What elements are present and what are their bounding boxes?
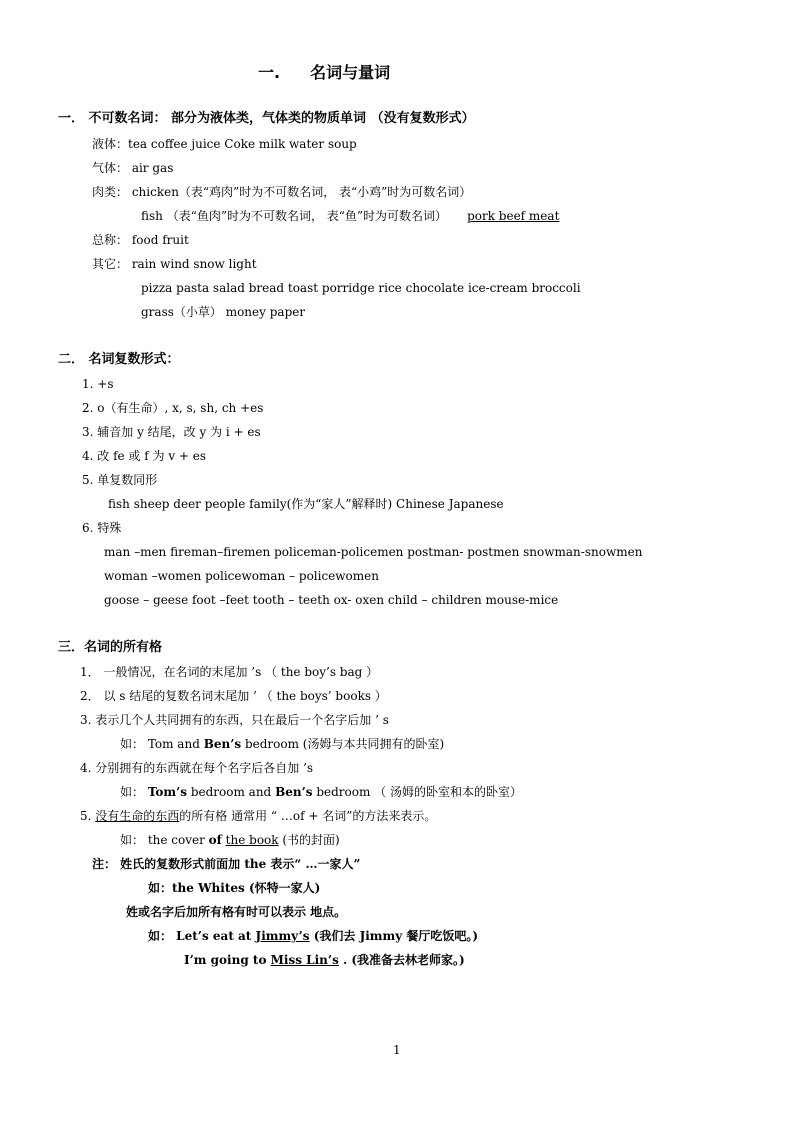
- section-3-heading: 三．名词的所有格: [58, 640, 163, 655]
- example-prefix: 如： the cover: [120, 833, 209, 847]
- plural-rule-6: 6. 特殊: [82, 521, 122, 535]
- other-line-2: pizza pasta salad bread toast porridge rice chocolate ice-cream broccoli: [141, 281, 581, 295]
- plural-rule-5-examples: fish sheep deer people family(作为“家人”解释时) Chinese Japanese: [108, 497, 504, 511]
- example-suffix: . (我准备去林老师家。): [338, 953, 465, 967]
- plural-rule-2: 2. o（有生命）, x, s, sh, ch +es: [82, 401, 264, 415]
- general-line: 总称： food fruit: [92, 233, 189, 247]
- rule-text: 的所有格 通常用 “ …of + 名词”的方法来表示。: [179, 809, 437, 823]
- example-bold-name-2: Ben’s: [275, 785, 313, 799]
- example-bold-name-1: Tom’s: [147, 785, 188, 799]
- example-suffix: bedroom (汤姆与本共同拥有的卧室): [241, 737, 445, 751]
- section-2-heading: 二． 名词复数形式：: [58, 352, 180, 367]
- special-plurals-2: woman –women policewoman – policewomen: [104, 569, 379, 583]
- example-bold-name: Ben’s: [203, 737, 242, 751]
- other-line-1: 其它： rain wind snow light: [92, 257, 257, 271]
- example-suffix: (我们去 Jimmy 餐厅吃饭吧。): [309, 929, 479, 943]
- note-1: 注： 姓氏的复数形式前面加 the 表示“ …一家人”: [92, 857, 361, 871]
- possessive-rule-3-example: [120, 736, 444, 752]
- special-plurals-3: goose – geese foot –feet tooth – teeth ox- oxen child – children mouse-mice: [104, 593, 559, 607]
- meat-words: pork beef meat: [467, 209, 560, 223]
- other-line-3: grass（小草） money paper: [141, 305, 306, 319]
- meat-line-2: [141, 208, 559, 224]
- liquid-line: 液体：tea coffee juice Coke milk water soup: [92, 137, 357, 151]
- possessive-rule-3: 3. 表示几个人共同拥有的东西，只在最后一个名字后加 ’ s: [80, 713, 389, 727]
- example-of: of: [208, 833, 222, 847]
- title-number: 一.: [258, 63, 281, 82]
- possessive-rule-5-example: [120, 832, 340, 848]
- possessive-rule-1: 1． 一般情况，在名词的末尾加 ’s （ the boy’s bag ）: [80, 665, 379, 679]
- note-2: 姓或名字后加所有格有时可以表示 地点。: [126, 905, 347, 919]
- document-title: [258, 60, 390, 83]
- section-1-heading: 一． 不可数名词： 部分为液体类，气体类的物质单词 （没有复数形式）: [58, 111, 475, 126]
- plural-rule-1: 1. +s: [82, 377, 114, 391]
- note-2-example: [148, 928, 478, 944]
- example-prefix: 如： Tom and: [120, 737, 204, 751]
- possessive-rule-4-example: [120, 784, 522, 800]
- example-prefix: 如： Let’s eat at: [148, 929, 256, 943]
- example-suffix: bedroom （ 汤姆的卧室和本的卧室）: [312, 785, 522, 799]
- plural-rule-3: 3. 辅音加 y 结尾，改 y 为 i + es: [82, 425, 261, 439]
- example-suffix: (书的封面): [278, 833, 340, 847]
- fish-note: fish （表“鱼肉”时为不可数名词， 表“鱼”时为可数名词）: [141, 209, 448, 223]
- example-prefix: I’m going to: [184, 953, 271, 967]
- meat-line-1: 肉类： chicken（表“鸡肉”时为不可数名词， 表“小鸡”时为可数名词）: [92, 185, 472, 199]
- possessive-rule-5: [80, 808, 436, 824]
- plural-rule-5: 5. 单复数同形: [82, 473, 158, 487]
- example-underlined: Miss Lin’s: [270, 953, 339, 967]
- note-3-example: [184, 952, 465, 968]
- title-text: 名词与量词: [310, 63, 391, 82]
- underlined-phrase: 没有生命的东西: [95, 809, 180, 823]
- possessive-rule-2: 2． 以 s 结尾的复数名词末尾加 ’ （ the boys’ books ）: [80, 689, 387, 703]
- special-plurals-1: man –men fireman–firemen policeman-policemen postman- postmen snowman-snowmen: [104, 545, 643, 559]
- example-underlined: the book: [225, 833, 279, 847]
- rule-number: 5.: [80, 809, 96, 823]
- possessive-rule-4: 4. 分别拥有的东西就在每个名字后各自加 ’s: [80, 761, 314, 775]
- example-underlined: Jimmy’s: [255, 929, 310, 943]
- gas-line: 气体： air gas: [92, 161, 174, 175]
- example-middle: bedroom and: [187, 785, 276, 799]
- example-prefix: 如：: [120, 785, 148, 799]
- page-number: 1: [393, 1043, 401, 1057]
- plural-rule-4: 4. 改 fe 或 f 为 v + es: [82, 449, 207, 463]
- note-1-example: 如：the Whites (怀特一家人): [148, 881, 321, 895]
